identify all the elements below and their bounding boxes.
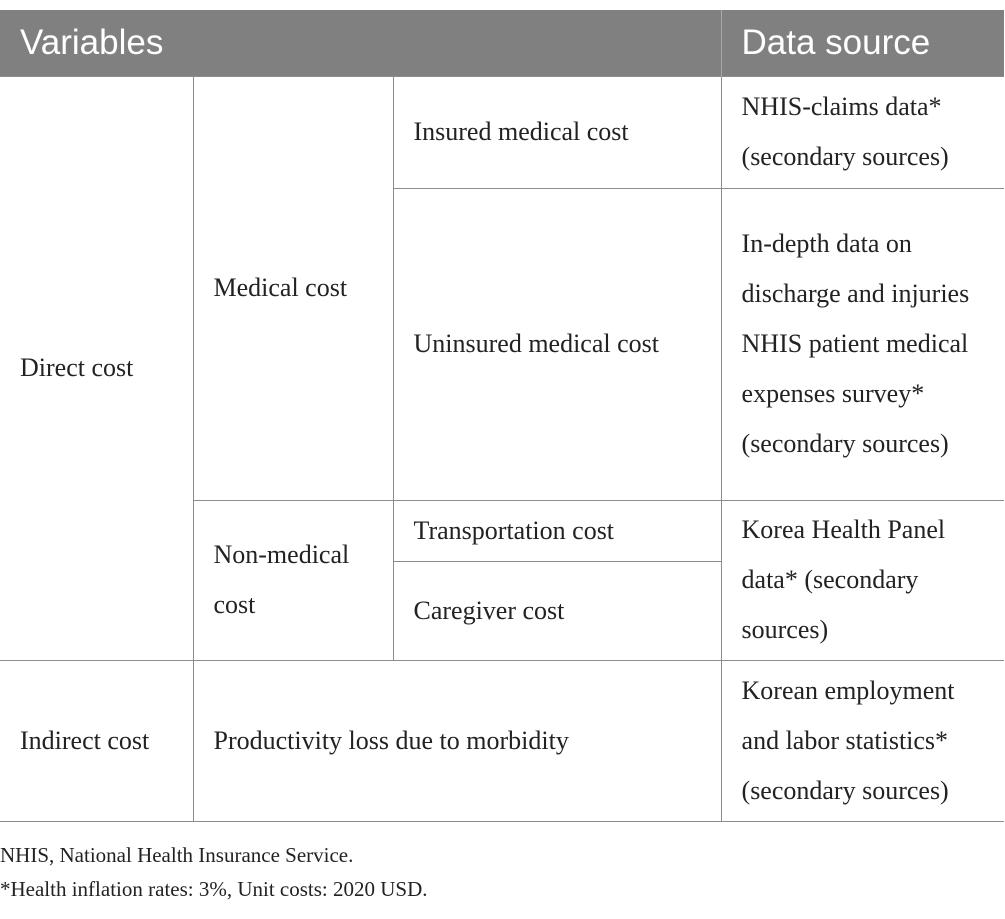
cell-non-medical-cost: Non-medical cost [193,500,393,660]
cell-indirect-cost: Indirect cost [0,660,193,821]
table-row [0,76,1004,188]
cell-uninsured-source: In-depth data on discharge and injuries NHIS patient medical expenses survey* (secondary sources) [721,188,1004,500]
cell-transportation-cost: Transportation cost [393,500,721,561]
cell-productivity-loss: Productivity loss due to morbidity [193,660,721,821]
cell-insured-source: NHIS-claims data* (secondary sources) [721,76,1004,188]
header-data-source: Data source [721,10,1004,76]
cell-insured-medical-cost: Insured medical cost [393,76,721,188]
header-variables: Variables [0,10,721,76]
footnote: *Health inflation rates: 3%, Unit costs: 2020 USD. [0,877,428,901]
cell-uninsured-medical-cost: Uninsured medical cost [393,188,721,500]
table-row [0,660,1004,821]
table-notes [0,838,428,906]
cell-non-medical-source: Korea Health Panel data* (secondary sources) [721,500,1004,660]
cell-medical-cost: Medical cost [193,76,393,500]
abbreviation-note: NHIS, National Health Insurance Service. [0,843,354,867]
cell-caregiver-cost: Caregiver cost [393,561,721,660]
cell-indirect-source: Korean employment and labor statistics* (secondary sources) [721,660,1004,821]
cost-variables-table [0,10,1004,822]
cell-direct-cost: Direct cost [0,76,193,660]
table-header-row [0,10,1004,76]
